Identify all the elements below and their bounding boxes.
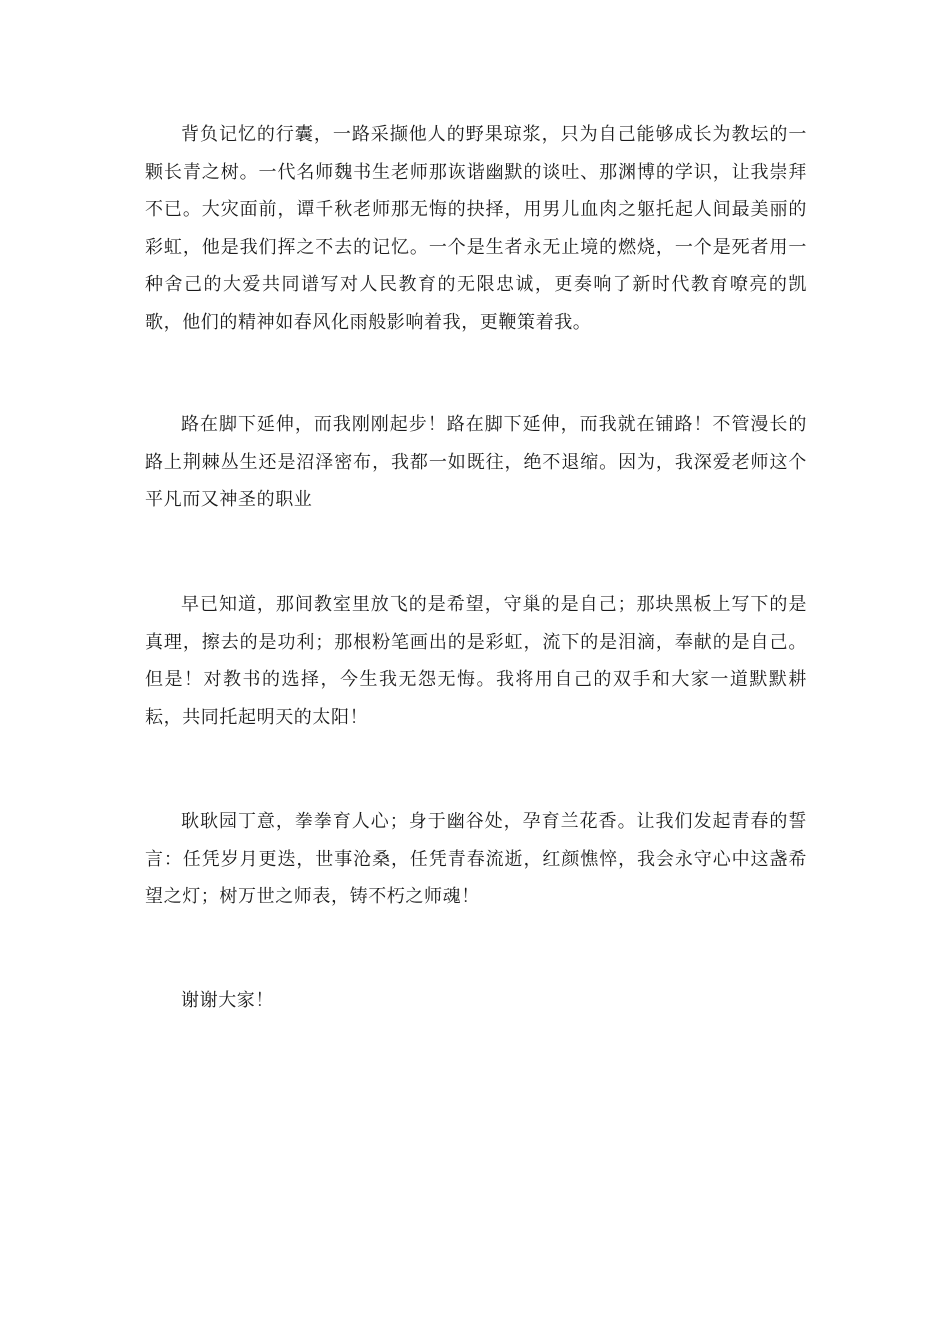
paragraph-closing-thanks: 谢谢大家！: [181, 990, 274, 1011]
paragraph-classroom-choice: 早已知道，那间教室里放飞的是希望，守巢的是自己；那块黑板上写下的是真理，擦去的是功利；那根粉笔画出的是彩虹，流下的是泪滴，奉献的是自己。但是！对教书的选择，今生我无怨无悔。我将用自己的双手和大家一道默默耕耘，共同托起明天的太阳！: [145, 594, 807, 728]
paragraph-youth-pledge: 耿耿园丁意，拳拳育人心；身于幽谷处，孕育兰花香。让我们发起青春的誓言：任凭岁月更迭，世事沧桑，任凭青春流逝，红颜憔悴，我会永守心中这盏希望之灯；树万世之师表，铸不朽之师魂！: [145, 811, 807, 907]
paragraph-road-ahead: 路在脚下延伸，而我刚刚起步！路在脚下延伸，而我就在铺路！不管漫长的路上荆棘丛生还是沼泽密布，我都一如既往，绝不退缩。因为，我深爱老师这个平凡而又神圣的职业: [145, 414, 807, 510]
paragraph-role-models: 背负记忆的行囊，一路采撷他人的野果琼浆，只为自己能够成长为教坛的一颗长青之树。一代名师魏书生老师那诙谐幽默的谈吐、那渊博的学识，让我崇拜不已。大灾面前，谭千秋老师那无悔的抉择，用男儿血肉之躯托起人间最美丽的彩虹，他是我们挥之不去的记忆。一个是生者永无止境的燃烧，一个是死者用一种舍己的大爱共同谱写对人民教育的无限忠诚，更奏响了新时代教育嘹亮的凯歌，他们的精神如春风化雨般影响着我，更鞭策着我。: [145, 124, 807, 333]
